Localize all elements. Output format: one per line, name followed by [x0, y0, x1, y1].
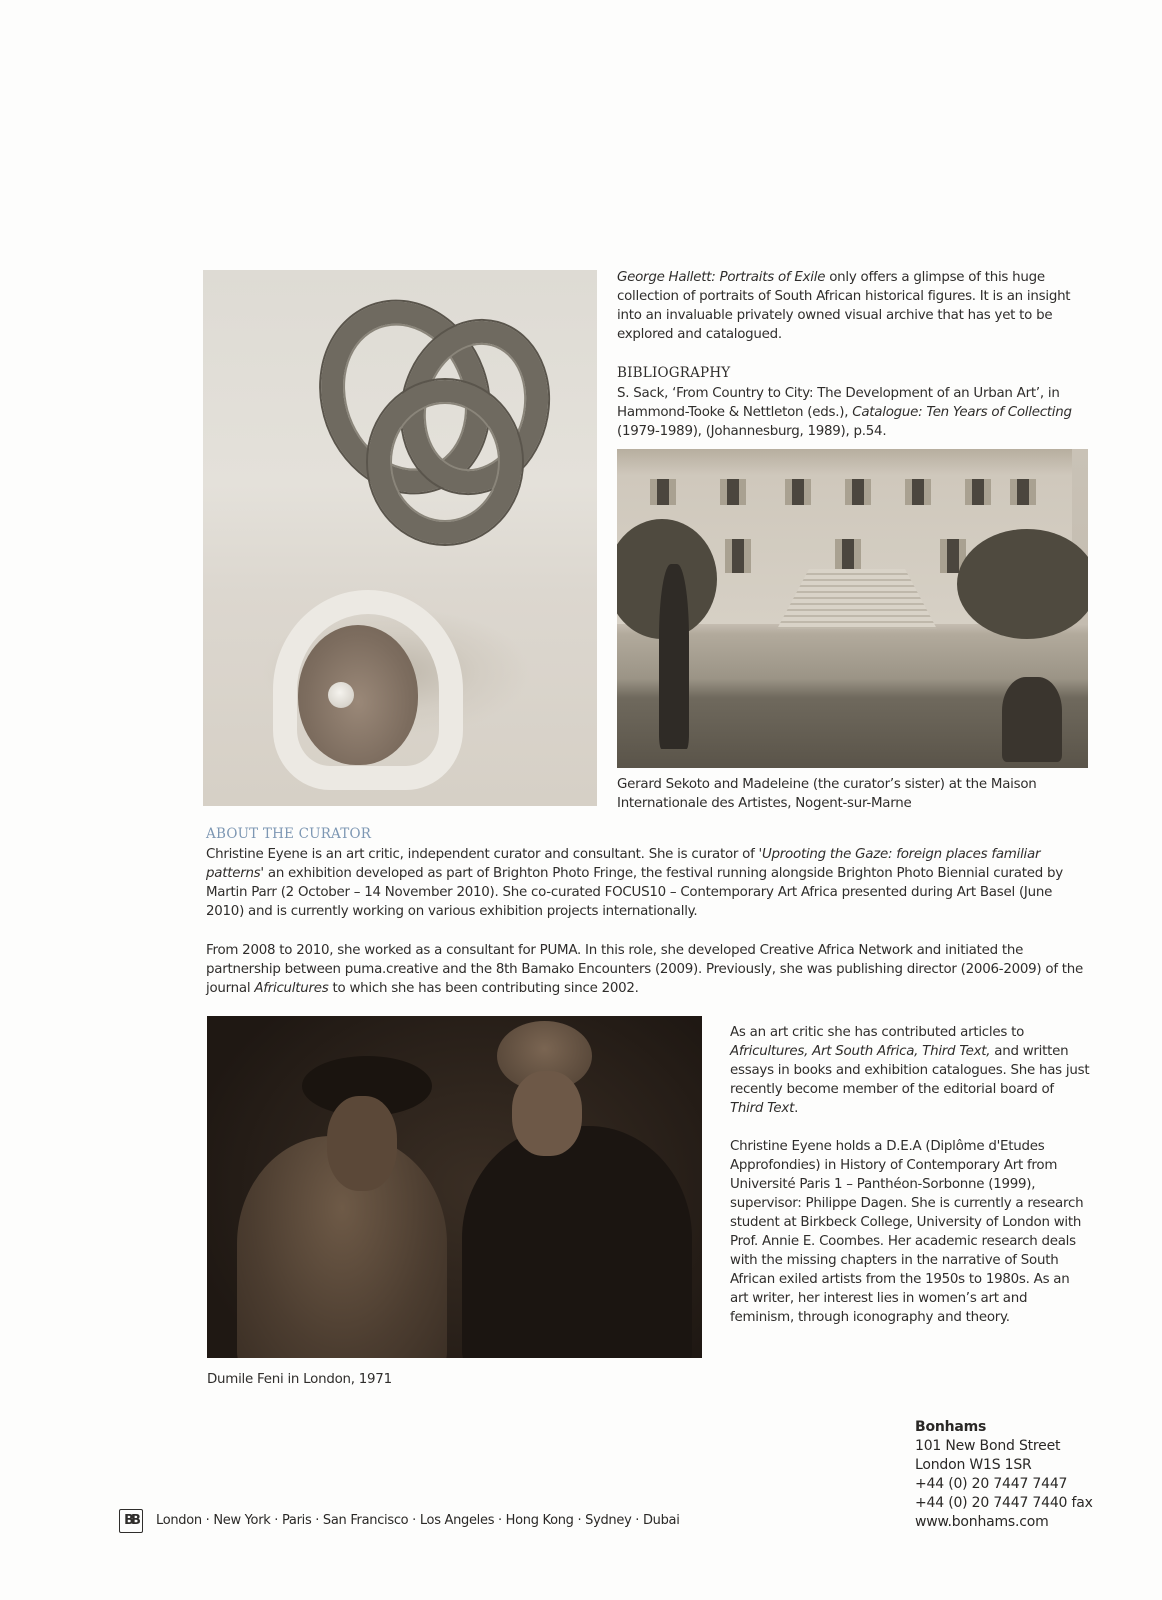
bibliography-text: (1979-1989), (Johannesburg, 1989), p.54. — [617, 424, 887, 439]
snake-coil — [368, 380, 522, 544]
website-link[interactable]: www.bonhams.com — [915, 1514, 1049, 1530]
city-postcode: London W1S 1SR — [915, 1457, 1032, 1473]
tree — [957, 529, 1088, 639]
about-text: ' an exhibition developed as part of Brighton Photo Fringe, the festival running alongside Brighton Photo Biennial curated by Martin Parr (2 October – 14 November 2010). She co-curated FOCUS10 – Contemporary Art Africa presented during Art Basel (June 2010) and is currently working on various exhibition projects internationally. — [206, 866, 1063, 919]
phone-number: +44 (0) 20 7447 7447 — [915, 1476, 1068, 1492]
window — [1017, 479, 1029, 505]
right-figure — [462, 1126, 692, 1358]
standing-man — [659, 564, 689, 749]
window — [727, 479, 739, 505]
about-text: and written essays in books and exhibition catalogues. She has just recently become member of the editorial board of — [730, 1044, 1090, 1097]
snake-portrait-photo — [203, 270, 597, 806]
footer-city-list: London · New York · Paris · San Francisco · Los Angeles · Hong Kong · Sydney · Dubai — [156, 1513, 680, 1528]
about-text: Christine Eyene is an art critic, independent curator and consultant. She is curator of ' — [206, 847, 762, 862]
window — [912, 479, 924, 505]
coin-on-eye — [328, 682, 354, 708]
about-paragraph-1 — [206, 845, 1086, 921]
fax-number: +44 (0) 20 7447 7440 fax — [915, 1495, 1093, 1511]
about-text: to which she has been contributing since 2002. — [328, 981, 639, 996]
company-name: Bonhams — [915, 1419, 987, 1435]
right-face — [512, 1071, 582, 1156]
left-face — [327, 1096, 397, 1191]
street-address: 101 New Bond Street — [915, 1438, 1061, 1454]
about-paragraph-4: Christine Eyene holds a D.E.A (Diplôme d'Etudes Approfondies) in History of Contemporary Art from Université Paris 1 – Panthéon-Sorbonne (1999), supervisor: Philippe Dagen. She is currently a research student at Birkbeck College, University of London with Prof. Annie E. Coombes. Her academic research deals with the missing chapters in the narrative of South African exiled artists from the 1950s to 1980s. As an art writer, her interest lies in women’s art and feminism, through iconography and theory. — [730, 1139, 1084, 1325]
seated-woman — [1002, 677, 1062, 762]
window — [732, 539, 744, 573]
publication-title: Third Text — [730, 1101, 795, 1116]
about-text: . — [794, 1101, 799, 1116]
about-text: As an art critic she has contributed articles to — [730, 1025, 1025, 1040]
chateau-caption: Gerard Sekoto and Madeleine (the curator’s sister) at the Maison Internationale des Artistes, Nogent-sur-Marne — [617, 777, 1037, 811]
about-curator-heading: ABOUT THE CURATOR — [206, 826, 372, 842]
intro-paragraph — [617, 268, 1087, 344]
about-text: From 2008 to 2010, she worked as a consultant for PUMA. In this role, she developed Creative Africa Network and initiated the partnership between puma.creative and the 8th Bamako Encounters (2009). Previously, she was publishing director (2006-2009) of the journal — [206, 943, 1084, 996]
chateau-photo — [617, 449, 1088, 768]
bonhams-logo-icon: BB — [119, 1509, 143, 1533]
window — [947, 539, 959, 573]
window — [852, 479, 864, 505]
face — [298, 625, 418, 765]
bibliography-entry — [617, 384, 1087, 441]
bibliography-heading: BIBLIOGRAPHY — [617, 365, 731, 381]
dumile-feni-photo — [207, 1016, 702, 1358]
intro-text: only offers a glimpse of this huge collection of portraits of South African historical figures. It is an insight into an invaluable privately owned visual archive that has yet to be explored and catalogued. — [617, 270, 1071, 342]
about-paragraph-2 — [206, 941, 1086, 998]
bibliography-title: Catalogue: Ten Years of Collecting — [852, 405, 1072, 420]
exhibition-title: Uprooting the Gaze: foreign places familiar patterns — [206, 847, 1041, 881]
dumile-caption: Dumile Feni in London, 1971 — [207, 1372, 392, 1387]
about-paragraph-3 — [730, 1023, 1090, 1118]
publication-titles: Africultures, Art South Africa, Third Text, — [730, 1044, 991, 1059]
bibliography-text: S. Sack, ‘From Country to City: The Development of an Urban Art’, in Hammond-Tooke & Nettleton (eds.), — [617, 386, 1060, 420]
address-block — [915, 1418, 1093, 1532]
window — [792, 479, 804, 505]
journal-title: Africultures — [254, 981, 329, 996]
window — [842, 539, 854, 573]
window — [972, 479, 984, 505]
intro-title: George Hallett: Portraits of Exile — [617, 270, 826, 285]
window — [657, 479, 669, 505]
